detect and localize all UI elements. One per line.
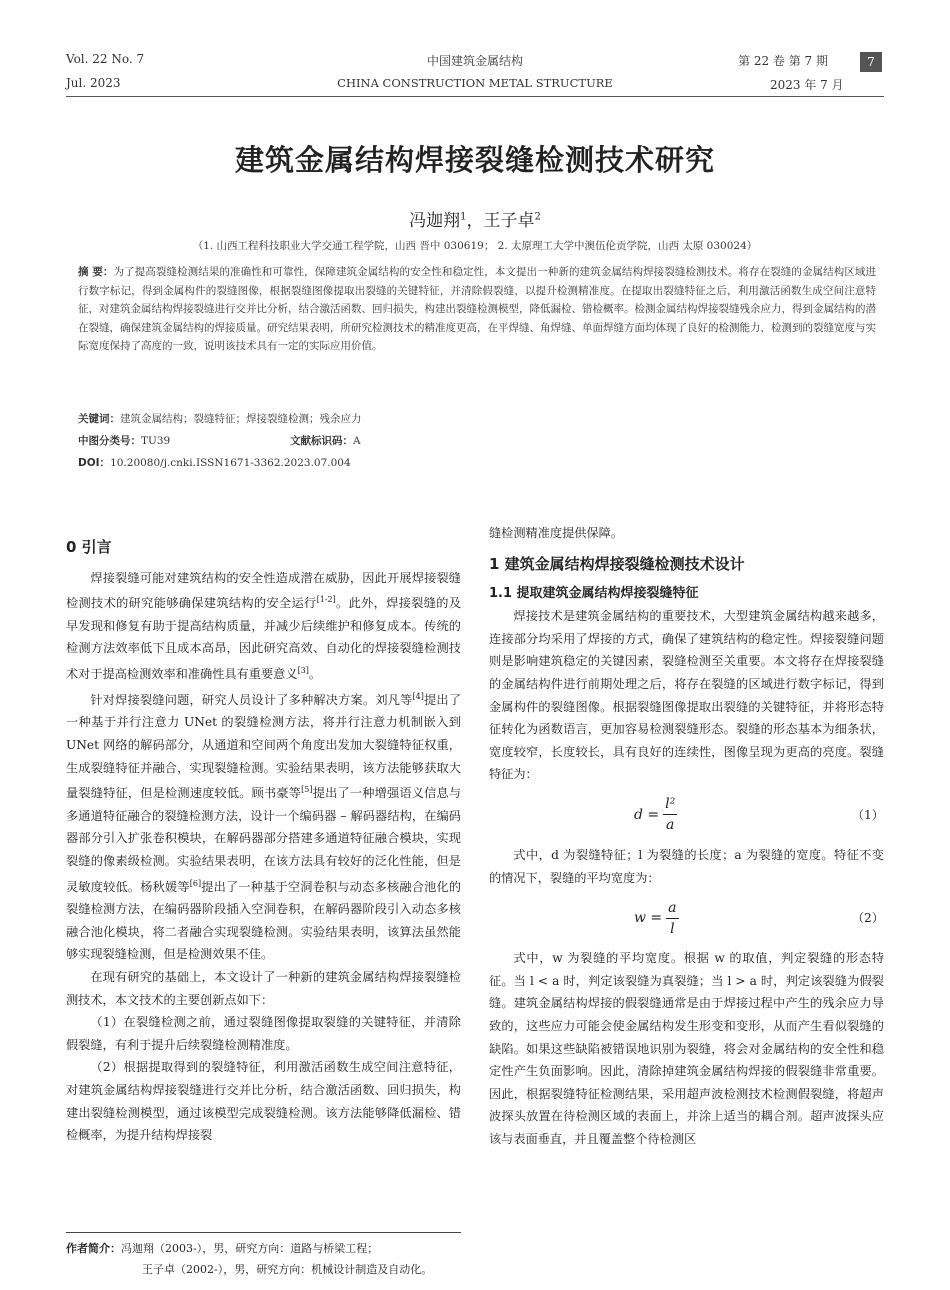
intro-p2-text-a: 针对焊接裂缝问题，研究人员设计了多种解决方案。刘凡等 xyxy=(90,692,413,707)
volume-cn: 第 22 卷 第 7 期 xyxy=(738,54,828,68)
clc-label: 中图分类号： xyxy=(78,435,141,447)
page-number-badge: 7 xyxy=(860,52,882,72)
equation-2-number: （2） xyxy=(851,910,884,925)
equation-1-denominator: a xyxy=(666,817,675,834)
innovation-point-1: （1）在裂缝检测之前，通过裂缝图像提取裂缝的关键特征，并清除假裂缝，有利于提升后续裂缝检测精准度。 xyxy=(66,1015,461,1052)
issue-date-en: Jul. 2023 xyxy=(66,76,121,90)
equation-1-number: （1） xyxy=(851,807,884,822)
journal-name-cn: 中国建筑金属结构 xyxy=(426,54,523,68)
author-bio-1 xyxy=(66,1240,378,1256)
doi-text: 10.20080/j.cnki.ISSN1671-3362.2023.07.004 xyxy=(110,457,351,469)
issue-date-cn: 2023 年 7 月 xyxy=(770,78,844,92)
author-line xyxy=(0,206,950,231)
section-1-heading: 1 建筑金属结构焊接裂缝检测技术设计 xyxy=(489,554,745,573)
journal-name-en: CHINA CONSTRUCTION METAL STRUCTURE xyxy=(337,76,613,90)
doc-code-label: 文献标识码： xyxy=(290,435,353,447)
intro-paragraph-3: 在现有研究的基础上，本文设计了一种新的建筑金属结构焊接裂缝检测技术，本文技术的主要创新点如下： xyxy=(66,970,461,1007)
author-2-affil: 2 xyxy=(534,211,541,223)
right-column xyxy=(489,522,884,1150)
intro-p2-text-c: 提出了一种增强语义信息与多通道特征融合的裂缝检测方法，设计一个编码器 – 解码器结构，在编码器部分引入扩张卷积模块，在解码器部分搭建多通道特征融合模块，实现裂缝的像素级检测。实验结果表明，在该方法具有较好的泛化性能，但是灵敏度较低。杨秋媛等 xyxy=(66,786,462,894)
intro-paragraph-1 xyxy=(66,567,461,686)
equation-1-lhs: d = xyxy=(634,806,660,823)
section-1-1-paragraph-1: 焊接技术是建筑金属结构的重要技术，大型建筑金属结构越来越多，连接部分均采用了焊接的方式，确保了建筑结构的稳定性。焊接裂缝问题则是影响建筑稳定的关键因素，裂缝检测至关重要。本文将存在焊接裂缝的金属结构件进行前期处理之后，将存在裂缝的区域进行数字标记，得到金属构件的裂缝图像。根据裂缝图像提取出裂缝的关键特征，并将形态特征转化为函数语言，更加容易检测裂缝形态。裂缝的形态基本为细条状，宽度较窄，长度较长，具有良好的连续性，图像呈现为更高的亮度。裂缝特征为： xyxy=(489,609,884,782)
section-0-heading: 0 引言 xyxy=(66,538,112,556)
citation-ref: [1-2] xyxy=(316,595,336,605)
volume-number: Vol. 22 No. 7 xyxy=(66,52,145,66)
section-1-1-paragraph-2: 式中，d 为裂缝特征；l 为裂缝的长度；a 为裂缝的宽度。特征不变的情况下，裂缝的平均宽度为： xyxy=(489,847,884,885)
author-1-affil: 1 xyxy=(460,211,467,223)
paper-title: 建筑金属结构焊接裂缝检测技术研究 xyxy=(234,143,715,177)
intro-p2-text-b: 提出了一种基于并行注意力 UNet 的裂缝检测方法，将并行注意力机制嵌入到 UNet 网络的解码部分，从通道和空间两个角度出发加大裂缝特征权重，生成裂缝特征并融合，实现裂缝检测。实验结果表明，该方法能够获取大量裂缝特征，但是检测速度较低。顾书豪等 xyxy=(66,692,462,801)
equation-2-numerator: a xyxy=(666,898,678,919)
equation-1-numerator: l² xyxy=(663,794,677,815)
author-bio-line-1: 冯迦翔（2003-），男，研究方向：道路与桥梁工程； xyxy=(121,1242,379,1255)
keywords-label: 关键词： xyxy=(78,413,120,425)
author-bio-line-2: 王子卓（2002-），男，研究方向：机械设计制造及自动化。 xyxy=(142,1263,433,1276)
author-2: 王子卓 xyxy=(483,211,535,231)
left-column xyxy=(66,524,461,1147)
doi-label: DOI： xyxy=(78,457,111,469)
keywords xyxy=(78,411,362,426)
equation-2-expression xyxy=(634,895,679,941)
innovation-point-2: （2）根据提取得到的裂缝特征，利用激活函数生成空间注意特征，对建筑金属结构焊接裂缝进行交并比分析，结合激活函数、回归损失，构建出裂缝检测模型，通过该模型完成裂缝检测。该方法能够降低漏检、错检概率，为提升结构焊接裂 xyxy=(66,1060,461,1143)
intro-p1-text-c: 。 xyxy=(308,667,322,682)
equation-2-fraction xyxy=(666,898,678,939)
citation-ref: [3] xyxy=(297,666,309,676)
equation-1-fraction xyxy=(663,794,677,835)
keywords-text: 建筑金属结构；裂缝特征；焊接裂缝检测；残余应力 xyxy=(120,413,362,425)
header-rule xyxy=(66,96,884,97)
equation-1 xyxy=(489,792,884,838)
document-code xyxy=(290,433,361,448)
author-1: 冯迦翔 xyxy=(409,211,461,231)
equation-2-denominator: l xyxy=(670,920,675,937)
continued-text: 缝检测精准度提供保障。 xyxy=(489,526,624,540)
intro-paragraph-2 xyxy=(66,686,461,966)
abstract xyxy=(78,263,876,356)
clc-number xyxy=(78,433,170,448)
equation-2-lhs: w = xyxy=(634,909,663,926)
equation-2 xyxy=(489,895,884,941)
abstract-label: 摘 要： xyxy=(78,266,114,278)
doc-code-text: A xyxy=(353,435,361,447)
clc-text: TU39 xyxy=(141,435,171,447)
section-1-1-paragraph-3: 式中，w 为裂缝的平均宽度。根据 w 的取值，判定裂缝的形态特征。当 l < a 时，判定该裂缝为真裂缝；当 l > a 时，判定该裂缝为假裂缝。建筑金属结构焊接的假裂缝通常是由于焊接过程中产生的残余应力导致的，这些应力可能会使金属结构发生形变和变形，从而产生看似裂缝的缺陷。如果这些缺陷被错误地识别为裂缝，将会对金属结构的安全性和稳定性产生负面影响。因此，清除掉建筑金属结构焊接的假裂缝非常重要。因此，根据裂缝特征检测结果，采用超声波检测技术检测假裂缝，将超声波探头放置在待检测区域的表面上，并涂上适当的耦合剂。超声波探头应该与表面垂直，并且覆盖整个待检测区 xyxy=(489,951,884,1146)
affiliations: （1. 山西工程科技职业大学交通工程学院，山西 晋中 030619； 2. 太原理工大学中澳伍伦贡学院，山西 太原 030024） xyxy=(192,240,758,252)
author-bio-label: 作者简介： xyxy=(66,1242,121,1255)
intro-p1-text: 焊接裂缝可能对建筑结构的安全性造成潜在威胁，因此开展焊接裂缝检测技术的研究能够确保建筑结构的安全运行 xyxy=(66,570,461,611)
citation-ref: [6] xyxy=(189,878,202,888)
equation-1-expression xyxy=(634,792,677,838)
citation-ref: [5] xyxy=(301,785,313,795)
author-separator: ， xyxy=(466,211,484,231)
abstract-text: 为了提高裂缝检测结果的准确性和可靠性，保障建筑金属结构的安全性和稳定性，本文提出一种新的建筑金属结构焊接裂缝检测技术。将存在裂缝的金属结构区域进行数字标记，得到金属构件的裂缝图像，根据裂缝图像提取出裂缝的关键特征，并清除假裂缝，以提升检测精准度。在提取出裂缝特征之后，利用激活函数生成空间注意特征，对建筑金属结构焊接裂缝进行交并比分析，结合激活函数、回归损失，构建出裂缝检测模型，降低漏检、错检概率。检测金属结构焊接裂缝残余应力，得到金属结构的潜在裂缝，确保建筑金属结构的焊接质量。研究结果表明，所研究检测技术的精准度更高，在平焊缝、角焊缝、单面焊缝方面均体现了良好的检测能力，检测到的裂缝宽度与实际宽度保持了高度的一致，说明该技术具有一定的实际应用价值。 xyxy=(78,266,877,353)
section-1-1-heading: 1.1 提取建筑金属结构焊接裂缝特征 xyxy=(489,586,699,602)
citation-ref: [4] xyxy=(412,691,424,701)
intro-p1-text-b: 。此外，焊接裂缝的及早发现和修复有助于提高结构质量，并减少后续维护和修复成本。传统的检测方法效率低下且成本高昂，因此研究高效、自动化的焊接裂缝检测技术对于提高检测效率和准确性具有重要意义 xyxy=(66,596,462,682)
intro-p2-text-d: 提出了一种基于空洞卷积与动态多核融合池化的裂缝检测方法，在编码器阶段插入空洞卷积，在解码器阶段引入动态多核融合池化模块，将二者融合实现裂缝检测。实验结果表明，该算法虽然能够实现裂缝检测，但是检测效果不佳。 xyxy=(66,879,462,962)
doi xyxy=(78,455,351,470)
footnote-rule xyxy=(66,1232,461,1233)
